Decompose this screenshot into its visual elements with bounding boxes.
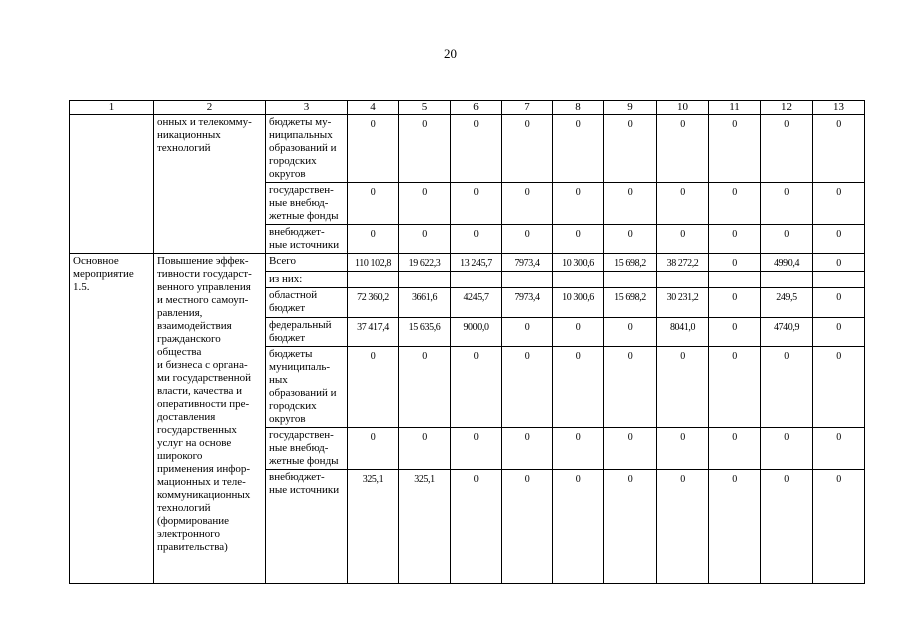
value-cell: 0 <box>604 183 657 225</box>
value-cell: 0 <box>502 318 553 347</box>
value-cell: 15 698,2 <box>604 254 657 272</box>
value-cell: 0 <box>604 428 657 470</box>
value-cell: 0 <box>709 183 761 225</box>
value-cell: 0 <box>502 225 553 254</box>
header-row <box>70 101 865 115</box>
value-cell: 10 300,6 <box>553 288 604 318</box>
column-number-header: 8 <box>553 101 604 115</box>
value-cell: 0 <box>709 225 761 254</box>
value-cell: 0 <box>604 347 657 428</box>
value-cell: 0 <box>813 347 865 428</box>
measure-description-cell: Повышение эффек- тивности государст- венного управления и местного самоуп- равления, взаимодействия гражданского общества и бизнеса с органа- ми государственной власти, качества и оперативности пре- доставления государственных услуг на основе широкого применения инфор- мационных и теле- коммуникационных технологий (формирование электронного правительства) <box>154 254 266 584</box>
value-cell: 0 <box>553 115 604 183</box>
value-cell: 0 <box>813 318 865 347</box>
value-cell: 0 <box>553 183 604 225</box>
funding-source-cell: внебюджет- ные источники <box>266 470 348 584</box>
value-cell: 0 <box>604 318 657 347</box>
value-cell: 15 635,6 <box>399 318 451 347</box>
value-cell: 30 231,2 <box>657 288 709 318</box>
funding-source-cell: Всего <box>266 254 348 272</box>
empty-cell <box>348 272 399 288</box>
of-which-cell: из них: <box>266 272 348 288</box>
table-row <box>70 115 865 183</box>
value-cell: 0 <box>813 115 865 183</box>
value-cell: 0 <box>348 428 399 470</box>
funding-source-cell: государствен- ные внебюд- жетные фонды <box>266 183 348 225</box>
value-cell: 0 <box>813 183 865 225</box>
value-cell: 0 <box>709 115 761 183</box>
table-row <box>70 254 865 272</box>
value-cell: 0 <box>761 470 813 584</box>
column-number-header: 12 <box>761 101 813 115</box>
value-cell: 0 <box>348 225 399 254</box>
value-cell: 0 <box>604 225 657 254</box>
value-cell: 0 <box>657 470 709 584</box>
value-cell: 13 245,7 <box>451 254 502 272</box>
funding-source-cell: государствен- ные внебюд- жетные фонды <box>266 428 348 470</box>
column-number-header: 4 <box>348 101 399 115</box>
value-cell: 0 <box>761 347 813 428</box>
column-number-header: 11 <box>709 101 761 115</box>
value-cell: 0 <box>657 225 709 254</box>
value-cell: 0 <box>813 428 865 470</box>
value-cell: 37 417,4 <box>348 318 399 347</box>
value-cell: 3661,6 <box>399 288 451 318</box>
value-cell: 0 <box>553 428 604 470</box>
funding-source-cell: бюджеты му- ниципальных образований и городских округов <box>266 115 348 183</box>
value-cell: 10 300,6 <box>553 254 604 272</box>
value-cell: 4245,7 <box>451 288 502 318</box>
value-cell: 0 <box>451 470 502 584</box>
value-cell: 0 <box>553 470 604 584</box>
column-number-header: 2 <box>154 101 266 115</box>
value-cell: 0 <box>502 470 553 584</box>
value-cell: 0 <box>451 428 502 470</box>
budget-table <box>69 100 865 584</box>
value-cell: 0 <box>813 225 865 254</box>
value-cell: 0 <box>761 225 813 254</box>
value-cell: 15 698,2 <box>604 288 657 318</box>
value-cell: 325,1 <box>399 470 451 584</box>
funding-source-cell: областной бюджет <box>266 288 348 318</box>
value-cell: 0 <box>399 225 451 254</box>
value-cell: 0 <box>709 347 761 428</box>
empty-cell <box>761 272 813 288</box>
value-cell: 0 <box>348 347 399 428</box>
value-cell: 4740,9 <box>761 318 813 347</box>
value-cell: 0 <box>657 183 709 225</box>
value-cell: 0 <box>451 225 502 254</box>
measure-label-cell <box>70 115 154 254</box>
value-cell: 72 360,2 <box>348 288 399 318</box>
column-number-header: 1 <box>70 101 154 115</box>
page-number: 20 <box>444 46 457 61</box>
value-cell: 110 102,8 <box>348 254 399 272</box>
value-cell: 0 <box>553 347 604 428</box>
value-cell: 249,5 <box>761 288 813 318</box>
value-cell: 0 <box>451 347 502 428</box>
empty-cell <box>553 272 604 288</box>
value-cell: 0 <box>502 115 553 183</box>
value-cell: 0 <box>399 347 451 428</box>
empty-cell <box>813 272 865 288</box>
value-cell: 0 <box>813 254 865 272</box>
value-cell: 0 <box>813 470 865 584</box>
empty-cell <box>502 272 553 288</box>
measure-label-cell: Основное мероприятие 1.5. <box>70 254 154 584</box>
measure-description-cell: онных и телекомму- никационных технологий <box>154 115 266 254</box>
value-cell: 0 <box>399 428 451 470</box>
value-cell: 0 <box>604 470 657 584</box>
value-cell: 0 <box>604 115 657 183</box>
value-cell: 0 <box>761 428 813 470</box>
value-cell: 325,1 <box>348 470 399 584</box>
value-cell: 19 622,3 <box>399 254 451 272</box>
value-cell: 38 272,2 <box>657 254 709 272</box>
funding-source-cell: внебюджет- ные источники <box>266 225 348 254</box>
value-cell: 0 <box>709 288 761 318</box>
value-cell: 0 <box>451 115 502 183</box>
empty-cell <box>451 272 502 288</box>
empty-cell <box>709 272 761 288</box>
value-cell: 0 <box>502 347 553 428</box>
value-cell: 0 <box>657 115 709 183</box>
funding-source-cell: бюджеты муниципаль- ных образований и городских округов <box>266 347 348 428</box>
value-cell: 0 <box>813 288 865 318</box>
column-number-header: 7 <box>502 101 553 115</box>
value-cell: 7973,4 <box>502 254 553 272</box>
value-cell: 0 <box>399 115 451 183</box>
value-cell: 0 <box>657 428 709 470</box>
value-cell: 0 <box>761 183 813 225</box>
value-cell: 7973,4 <box>502 288 553 318</box>
value-cell: 0 <box>709 254 761 272</box>
value-cell: 0 <box>502 183 553 225</box>
value-cell: 0 <box>502 428 553 470</box>
column-number-header: 13 <box>813 101 865 115</box>
value-cell: 0 <box>348 115 399 183</box>
value-cell: 0 <box>451 183 502 225</box>
empty-cell <box>399 272 451 288</box>
value-cell: 4990,4 <box>761 254 813 272</box>
column-number-header: 9 <box>604 101 657 115</box>
value-cell: 0 <box>761 115 813 183</box>
value-cell: 9000,0 <box>451 318 502 347</box>
column-number-header: 5 <box>399 101 451 115</box>
column-number-header: 6 <box>451 101 502 115</box>
value-cell: 0 <box>553 318 604 347</box>
value-cell: 0 <box>709 318 761 347</box>
value-cell: 0 <box>553 225 604 254</box>
value-cell: 8041,0 <box>657 318 709 347</box>
value-cell: 0 <box>348 183 399 225</box>
value-cell: 0 <box>709 428 761 470</box>
empty-cell <box>604 272 657 288</box>
value-cell: 0 <box>709 470 761 584</box>
empty-cell <box>657 272 709 288</box>
value-cell: 0 <box>657 347 709 428</box>
value-cell: 0 <box>399 183 451 225</box>
funding-source-cell: федеральный бюджет <box>266 318 348 347</box>
column-number-header: 10 <box>657 101 709 115</box>
column-number-header: 3 <box>266 101 348 115</box>
